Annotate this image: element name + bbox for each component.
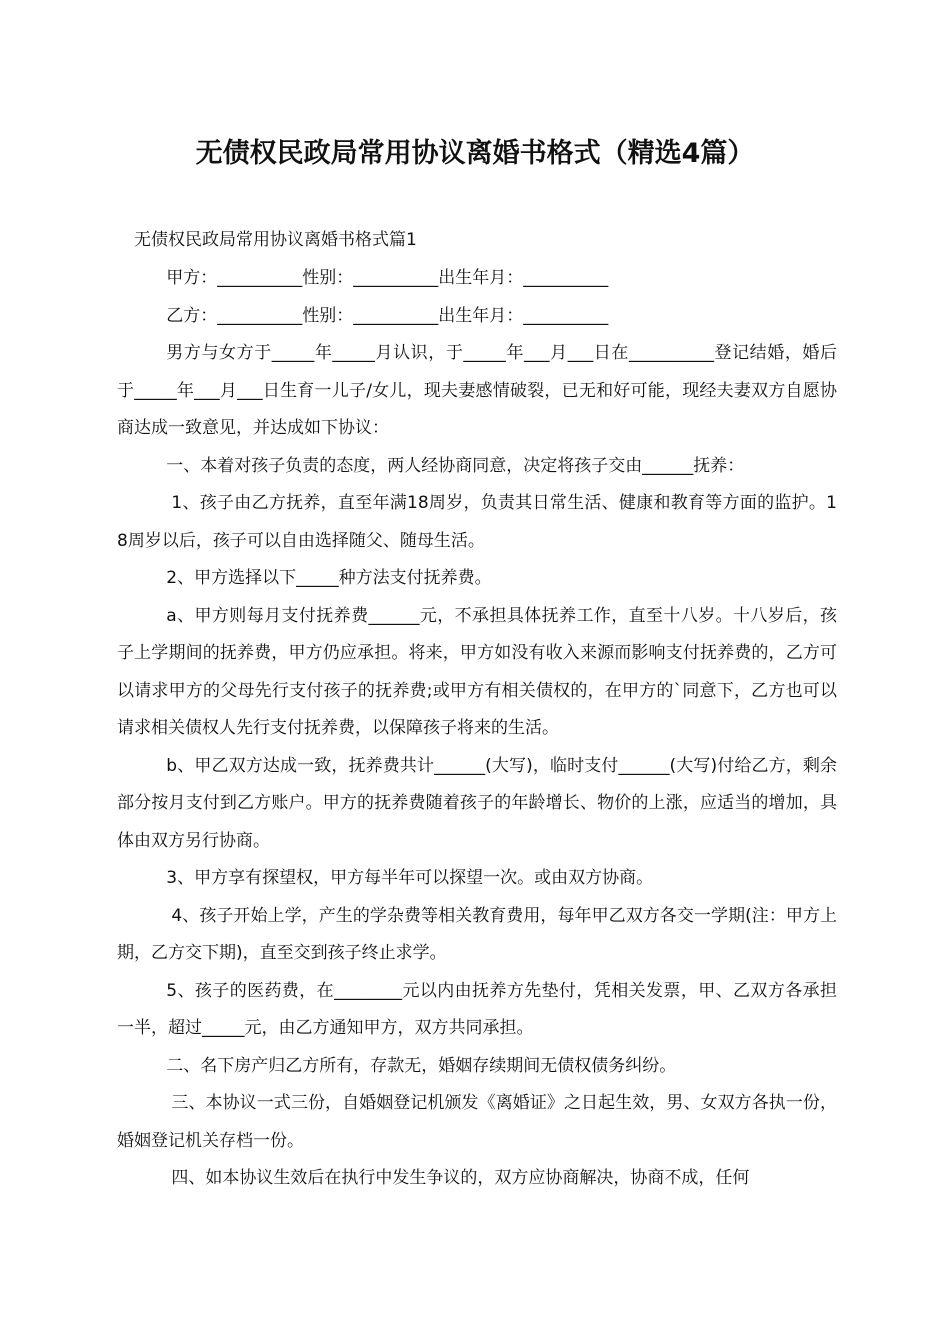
clause-3: 三、本协议一式三份，自婚姻登记机颁发《离婚证》之日起生效，男、女双方各执一份，婚姻登记机关存档一份。 — [117, 1093, 837, 1151]
clause-1-item-4: 4、孩子开始上学，产生的学杂费等相关教育费用，每年甲乙双方各交一学期(注：甲方上期，乙方交下期)，直至交到孩子终止求学。 — [117, 905, 837, 963]
clause-1-item-1: 1、孩子由乙方抚养，直至年满18周岁，负责其日常生活、健康和教育等方面的监护。18周岁以后，孩子可以自由选择随父、随母生活。 — [117, 493, 837, 551]
clause-2: 二、名下房产归乙方所有，存款无，婚姻存续期间无债权债务纠纷。 — [166, 1055, 677, 1076]
clause-1-item-2a: a、甲方则每月支付抚养费______元，不承担具体抚养工作，直至十八岁。十八岁后，孩子上学期间的抚养费，甲方仍应承担。将来，甲方如没有收入来源而影响支付抚养费的，乙方可以请求甲方的父母先行支付孩子的抚养费;或甲方有相关债权的，在甲方的`同意下，乙方也可以请求相关债权人先行支付抚养费，以保障孩子将来的生活。 — [117, 605, 837, 738]
document-title: 无债权民政局常用协议离婚书格式（精选4篇） — [195, 138, 755, 169]
section-heading: 无债权民政局常用协议离婚书格式篇1 — [134, 230, 417, 250]
clause-1-heading: 一、本着对孩子负责的态度，两人经协商同意，决定将孩子交由______抚养： — [166, 455, 745, 476]
intro-paragraph: 男方与女方于_____年_____月认识，于_____年___月___日在__________登记结婚，婚后于_____年___月___日生育一儿子/女儿，现夫妻感情破裂，已无和好可能，现经夫妻双方自愿协商达成一致意见，并达成如下协议： — [117, 343, 837, 438]
party-a-line: 甲方：__________性别：__________出生年月：__________ — [166, 268, 609, 288]
party-b-line: 乙方：__________性别：__________出生年月：__________ — [166, 305, 609, 326]
document-body — [117, 260, 837, 1198]
clause-1-item-3: 3、甲方享有探望权，甲方每半年可以探望一次。或由双方协商。 — [166, 868, 654, 888]
clause-1-item-2: 2、甲方选择以下_____种方法支付抚养费。 — [166, 568, 492, 588]
clause-4: 四、如本协议生效后在执行中发生争议的，双方应协商解决，协商不成，任何 — [171, 1168, 750, 1188]
clause-1-item-5: 5、孩子的医药费，在________元以内由抚养方先垫付，凭相关发票，甲、乙双方各承担一半，超过_____元，由乙方通知甲方，双方共同承担。 — [117, 980, 837, 1038]
clause-1-item-2b: b、甲乙双方达成一致，抚养费共计______(大写)，临时支付______(大写)付给乙方，剩余部分按月支付到乙方账户。甲方的抚养费随着孩子的年龄增长、物价的上涨，应适当的增加，具体由双方另行协商。 — [117, 755, 837, 851]
